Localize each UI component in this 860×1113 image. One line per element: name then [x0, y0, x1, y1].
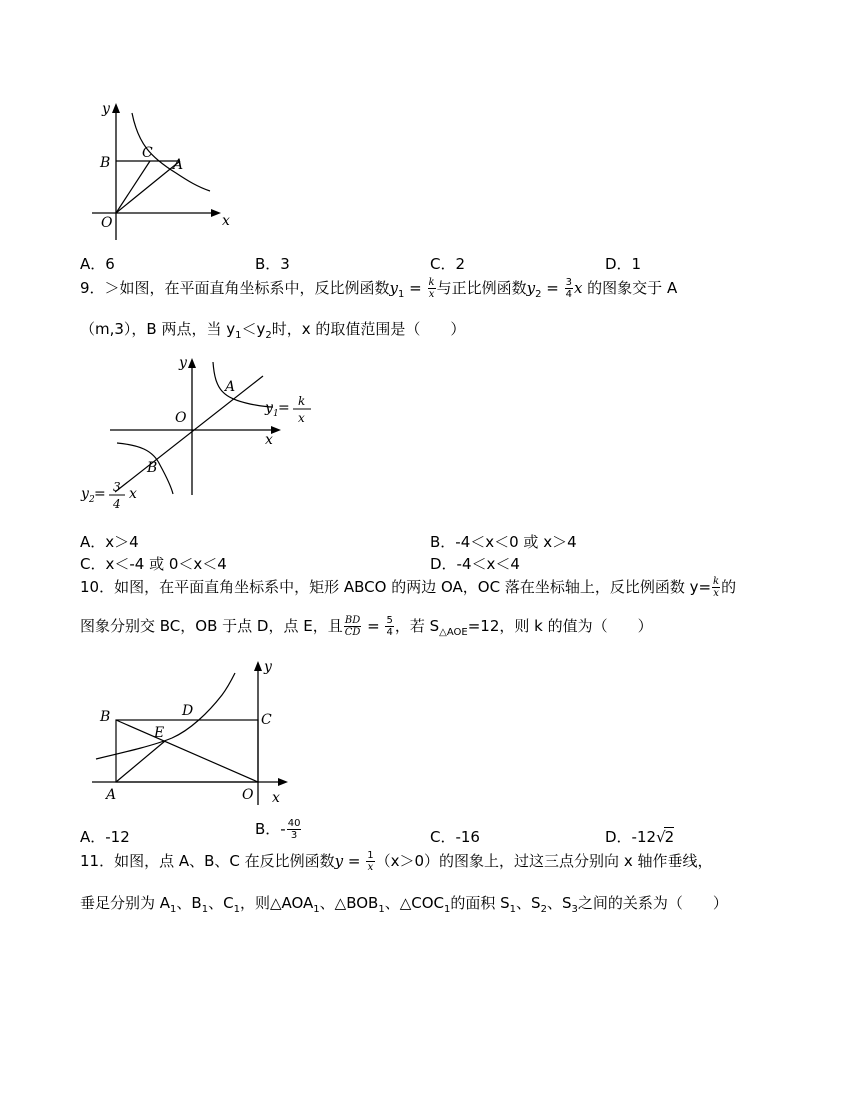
x-arrow: [211, 209, 221, 217]
q10-stem-line1: 10．如图，在平面直角坐标系中，矩形 ABCO 的两边 OA，OC 落在坐标轴上，反比例函数 y= $\frac{k}{x}$ 的: [80, 576, 737, 599]
segment-OA: [116, 161, 180, 213]
q9-option-b[interactable]: B．-4＜x＜0 或 x＞4: [430, 533, 577, 551]
svg-text:1: 1: [273, 409, 279, 419]
y-arrow: [254, 661, 262, 671]
figure-q8: [80, 95, 250, 245]
q8-option-d[interactable]: D．1: [605, 255, 642, 273]
label-D: D: [182, 703, 194, 719]
q9-stem-line1: 9．＞如图，在平面直角坐标系中，反比例函数$y_1$ = $\frac{k}{x}$ 与正比例函数$y_2$ = $\frac{3}{4}$ x 的图象交于 A: [80, 277, 678, 300]
svg-text:y: y: [81, 486, 89, 502]
q10-option-b[interactable]: B．- $\frac{40}{3}$: [255, 818, 301, 841]
label-B: B: [147, 460, 158, 476]
svg-text:=: =: [94, 486, 106, 502]
svg-text:3: 3: [113, 480, 121, 494]
label-B: B: [100, 709, 111, 725]
svg-text:4: 4: [113, 497, 121, 511]
q9-option-c[interactable]: C．x＜-4 或 0＜x＜4: [80, 555, 227, 573]
label-y1-equation: [264, 394, 311, 425]
q10-option-d[interactable]: D．-12√2: [605, 828, 675, 846]
label-B: B: [100, 155, 111, 171]
y-arrow: [188, 358, 196, 368]
q10-option-c[interactable]: C．-16: [430, 828, 480, 846]
figure-q9: [75, 350, 315, 520]
label-O: O: [242, 787, 254, 803]
q8-option-a[interactable]: A．6: [80, 255, 115, 273]
svg-text:=: =: [278, 400, 290, 416]
svg-text:x: x: [298, 411, 305, 425]
label-O: O: [175, 410, 187, 426]
svg-text:k: k: [298, 394, 306, 408]
line-y2: [115, 376, 263, 492]
q9-stem-line2: （m,3），B 两点，当 $y_1<y_2$时，x 的取值范围是（ ）: [80, 320, 466, 341]
figure-q10: [80, 655, 300, 815]
label-C: C: [142, 145, 153, 161]
label-x: x: [272, 790, 280, 806]
svg-text:y: y: [265, 400, 273, 416]
q10-option-a[interactable]: A．-12: [80, 828, 130, 846]
label-y2-equation: [80, 480, 137, 511]
svg-text:x: x: [129, 486, 137, 502]
label-C: C: [261, 712, 272, 728]
segment-AE: [116, 741, 165, 782]
label-O: O: [101, 215, 113, 231]
label-A: A: [106, 787, 117, 803]
q8-option-b[interactable]: B．3: [255, 255, 290, 273]
q9-option-d[interactable]: D．-4＜x＜4: [430, 555, 520, 573]
hyperbola-branch-1: [213, 362, 273, 407]
q10-stem-line2: 图象分别交 BC，OB 于点 D，点 E，且 $\frac{BD}{CD}$ = $\frac{5}{4}$ ，若 $S_{\triangle AOE}=12$，则 k 的值为（ ）: [80, 615, 653, 638]
label-x: x: [265, 432, 273, 448]
label-y: y: [179, 355, 187, 371]
label-y: y: [102, 101, 110, 117]
q11-stem-line2: 垂足分别为 $A_1$、$B_1$、$C_1$，则$\triangle AOA_1$、$\triangle BOB_1$、$\triangle COC_1$的面积 $S_1$、$S_2$、$S_3$之间的关系为（ ）: [80, 894, 728, 915]
hyperbola: [96, 673, 235, 759]
label-A: A: [225, 379, 236, 395]
x-arrow: [278, 778, 288, 786]
svg-text:2: 2: [89, 495, 95, 505]
q11-stem-line1: 11．如图，点 A、B、C 在反比例函数y = $\frac{1}{x}$ （x＞0）的图象上，过这三点分别向 x 轴作垂线，: [80, 850, 713, 873]
label-E: E: [154, 725, 165, 741]
label-A: A: [173, 157, 184, 173]
label-y: y: [264, 659, 272, 675]
segment-OC: [116, 161, 150, 213]
label-x: x: [222, 213, 230, 229]
y-arrow: [112, 103, 120, 113]
q9-option-a[interactable]: A．x＞4: [80, 533, 139, 551]
q8-option-c[interactable]: C．2: [430, 255, 466, 273]
